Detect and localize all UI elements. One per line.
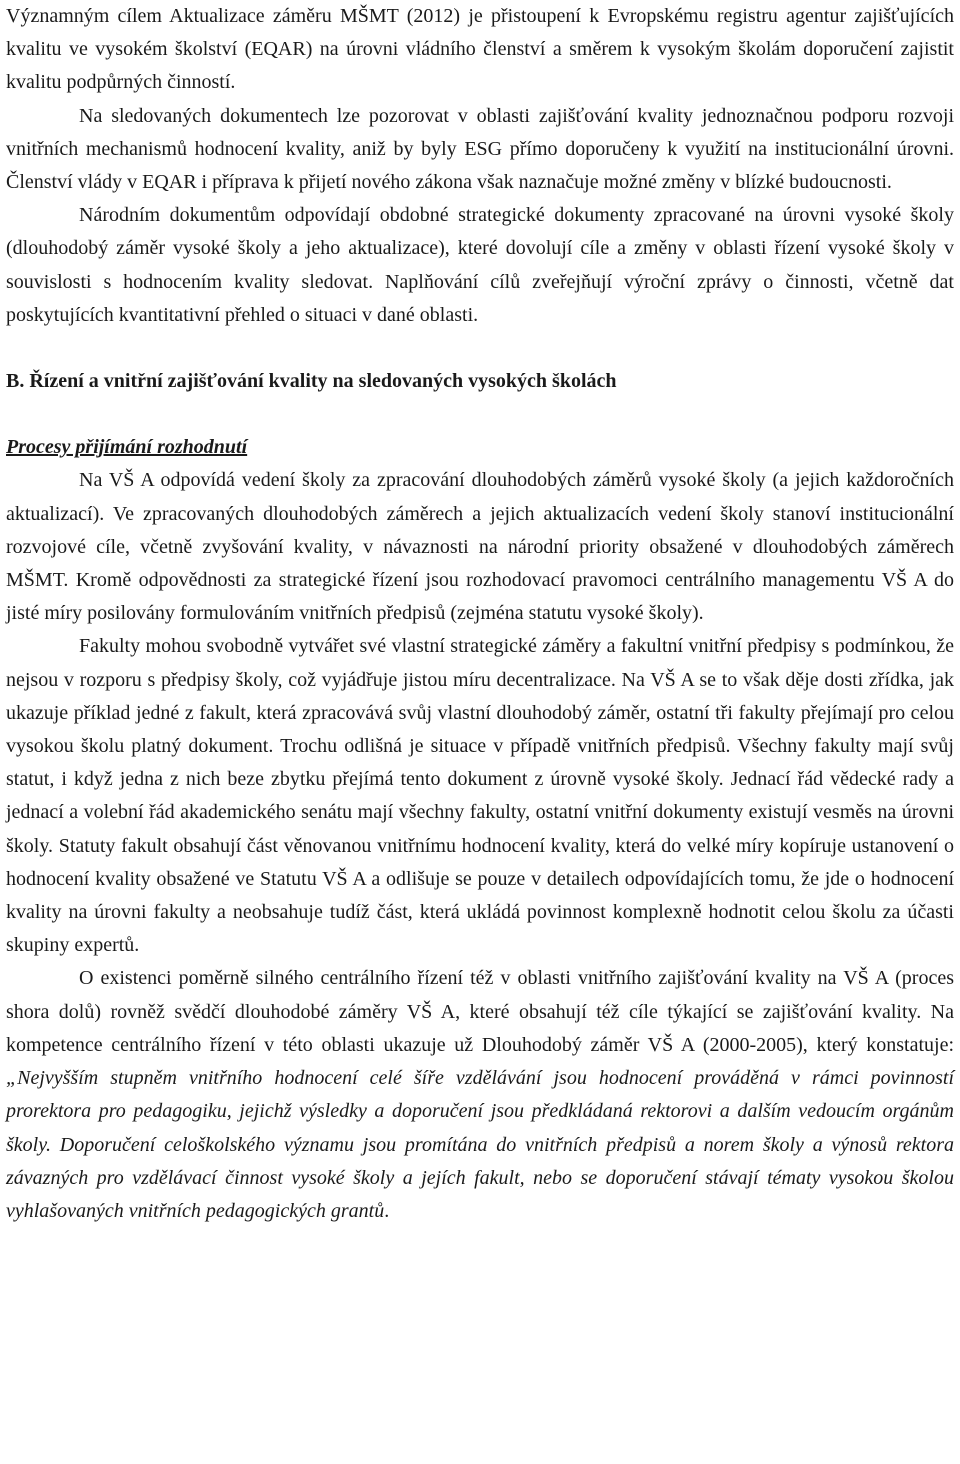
document-page [6, 0, 954, 1228]
paragraph-central-governance [6, 962, 954, 1228]
spacer [6, 398, 954, 431]
quote-end: . [384, 1199, 390, 1222]
paragraph-management: Na VŠ A odpovídá vedení školy za zpracování dlouhodobých záměrů vysoké školy (a jejich každoročních aktualizací). Ve zpracovaných dlouhodobých záměrech a jejich aktualizacích vedení školy stanoví institucionální rozvojové cíle, včetně zvyšování kvality, v návaznosti na národní priority obsažené v dlouhodobých záměrech MŠMT. Kromě odpovědnosti za strategické řízení jsou rozhodovací pravomoci centrálního managementu VŠ A do jisté míry posilovány formulováním vnitřních předpisů (zejména statutu vysoké školy). [6, 469, 954, 625]
paragraph-observation: Na sledovaných dokumentech lze pozorovat v oblasti zajišťování kvality jednoznačnou podporu rozvoji vnitřních mechanismů hodnocení kvality, aniž by byly ESG přímo doporučeny k využití na institucionální úrovni. Členství vlády v EQAR i příprava k přijetí nového zákona však naznačuje možné změny v blízké budoucnosti. [6, 104, 954, 194]
spacer [6, 332, 954, 365]
quote-text: „Nejvyšším stupněm vnitřního hodnocení celé šíře vzdělávání jsou hodnocení prováděná v rámci povinností prorektora pro pedagogiku, jejichž výsledky a doporučení jsou předkládaná rektorovi a dalším vedoucím orgánům školy. Doporučení celoškolského významu jsou promítána do vnitřních předpisů a norem školy a výnosů rektora závazných pro vzdělávací činnost vysoké školy a jejích fakult, nebo se doporučení stávají tématy vysokou školou vyhlašovaných vnitřních pedagogických grantů [6, 1067, 954, 1222]
paragraph-lead-text: O existenci poměrně silného centrálního řízení též v oblasti vnitřního zajišťování kvality na VŠ A (proces shora dolů) rovněž svědčí dlouhodobé záměry VŠ A, které obsahují též cíle týkající se zajišťování kvality. Na kompetence centrálního řízení v této oblasti ukazuje už Dlouhodobý záměr VŠ A (2000-2005), který konstatuje: [6, 967, 954, 1056]
paragraph-faculties: Fakulty mohou svobodně vytvářet své vlastní strategické záměry a fakultní vnitřní předpisy s podmínkou, že nejsou v rozporu s předpisy školy, což vyjádřuje jistou míru decentralizace. Na VŠ A se to však děje dosti zřídka, jak ukazuje příklad jedné z fakult, která zpracovává svůj vlastní dlouhodobý záměr, ostatní tři fakulty přejímají pro celou vysokou školu platný dokument. Trochu odlišná je situace v případě vnitřních předpisů. Všechny fakulty mají svůj statut, i když jedna z nich beze zbytku přejímá tento dokument z úrovně vysoké školy. Jednací řád vědecké rady a jednací a volební řád akademického senátu mají všechny fakulty, ostatní vnitřní dokumenty existují vesměs na úrovni školy. Statuty fakult obsahují část věnovanou vnitřnímu hodnocení kvality, která do velké míry kopíruje ustanovení o hodnocení kvality obsažené ve Statutu VŠ A a odlišuje se pouze v detailech odpovídajících tomu, že jde o hodnocení kvality na úrovni fakulty a neobsahuje tudíž část, která ukládá povinnost komplexně hodnotit celou školu za účasti skupiny expertů. [6, 635, 954, 957]
section-heading: B. Řízení a vnitřní zajišťování kvality na sledovaných vysokých školách [6, 370, 617, 393]
paragraph-intro: Významným cílem Aktualizace záměru MŠMT (2012) je přistoupení k Evropskému registru agentur zajišťujících kvalitu ve vysokém školství (EQAR) na úrovni vládního členství a směrem k vysokým školám doporučení zajistit kvalitu podpůrných činností. [6, 5, 954, 94]
section-subheading: Procesy přijímání rozhodnutí [6, 436, 248, 459]
paragraph-national-documents: Národním dokumentům odpovídají obdobné strategické dokumenty zpracované na úrovni vysoké školy (dlouhodobý záměr vysoké školy a jeho aktualizace), které dovolují cíle a změny v oblasti řízení vysoké školy v souvislosti s hodnocením kvality sledovat. Naplňování cílů zveřejňují výroční zprávy o činnosti, včetně dat poskytujících kvantitativní přehled o situaci v dané oblasti. [6, 204, 954, 326]
